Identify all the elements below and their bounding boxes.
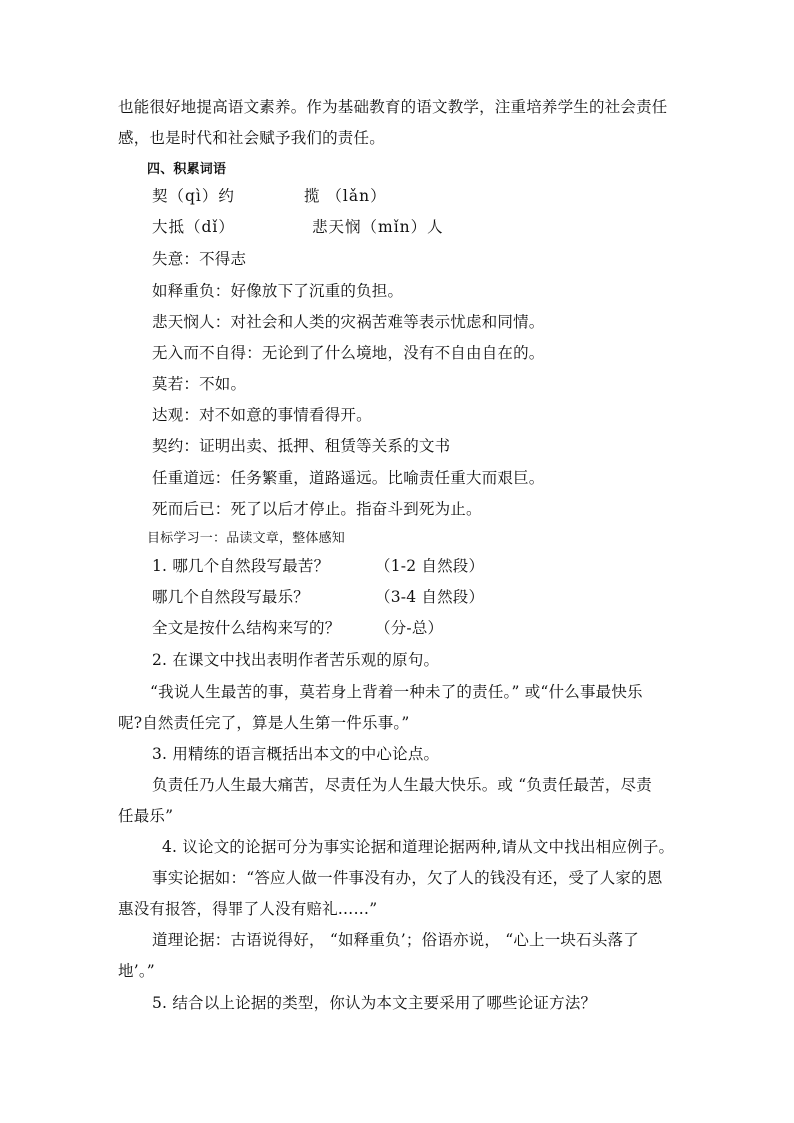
question-line: 全文是按什么结构来写的？ [152,619,341,637]
answer-line: 事实论据如：“答应人做一件事没有办，欠了人的钱没有还，受了人家的恩 [152,869,663,887]
answer-line: 惠没有报答，得罪了人没有赔礼……” [118,900,378,918]
question-line: 3. 用精练的语言概括出本文的中心论点。 [152,745,440,763]
vocab-item: 悲天悯（mǐn）人 [312,218,444,236]
paragraph-line: 也能很好地提高语文素养。作为基础教育的语文教学，注重培养学生的社会责任 [118,98,668,116]
answer-line: 负责任乃人生最大痛苦，尽责任为人生最大快乐。或 “负责任最苦，尽责 [152,776,652,794]
vocab-item: 揽 （lǎn） [304,187,387,205]
answer-line: 道理论据：古语说得好， “如释重负’；俗语亦说， “心上一块石头落了 [152,931,639,949]
vocab-item: 契（qì）约 [152,187,235,205]
definition-line: 死而后已：死了以后才停止。指奋斗到死为止。 [152,500,482,518]
answer-line: 呢?自然责任完了，算是人生第一件乐事。” [118,714,410,732]
definition-line: 莫若：不如。 [152,375,247,393]
question-line: 1. 哪几个自然段写最苦？ [152,557,330,575]
definition-line: 如释重负：好像放下了沉重的负担。 [152,282,404,300]
section-heading: 四、积累词语 [147,162,227,177]
vocab-item: 大抵（dǐ） [152,218,235,236]
definition-line: 失意：不得志 [152,250,247,268]
answer-text: （分-总） [375,619,444,637]
definition-line: 悲天悯人：对社会和人类的灾祸苦难等表示忧虑和同情。 [152,313,545,331]
question-line: 4. 议论文的论据可分为事实论据和道理论据两种,请从文中找出相应例子。 [162,838,675,856]
question-line: 5. 结合以上论据的类型，你认为本文主要采用了哪些论证方法？ [152,994,597,1012]
question-line: 2. 在课文中找出表明作者苦乐观的原句。 [152,651,440,669]
question-line: 哪几个自然段写最乐？ [152,588,310,606]
paragraph-line: 感，也是时代和社会赋予我们的责任。 [118,129,385,147]
definition-line: 任重道远：任务繁重，道路遥远。比喻责任重大而艰巨。 [152,469,545,487]
definition-line: 无入而不自得：无论到了什么境地，没有不自由自在的。 [152,344,545,362]
answer-line: 地’。” [118,962,155,980]
answer-line: “我说人生最苦的事，莫若身上背着一种未了的责任。” 或“什么事最快乐 [150,683,643,701]
answer-text: （1-2 自然段） [375,557,485,575]
definition-line: 契约：证明出卖、抵押、租赁等关系的文书 [152,437,451,455]
definition-line: 达观：对不如意的事情看得开。 [152,406,372,424]
answer-line: 任最乐” [118,807,174,825]
goal-heading: 目标学习一：品读文章，整体感知 [147,531,346,546]
answer-text: （3-4 自然段） [375,588,485,606]
